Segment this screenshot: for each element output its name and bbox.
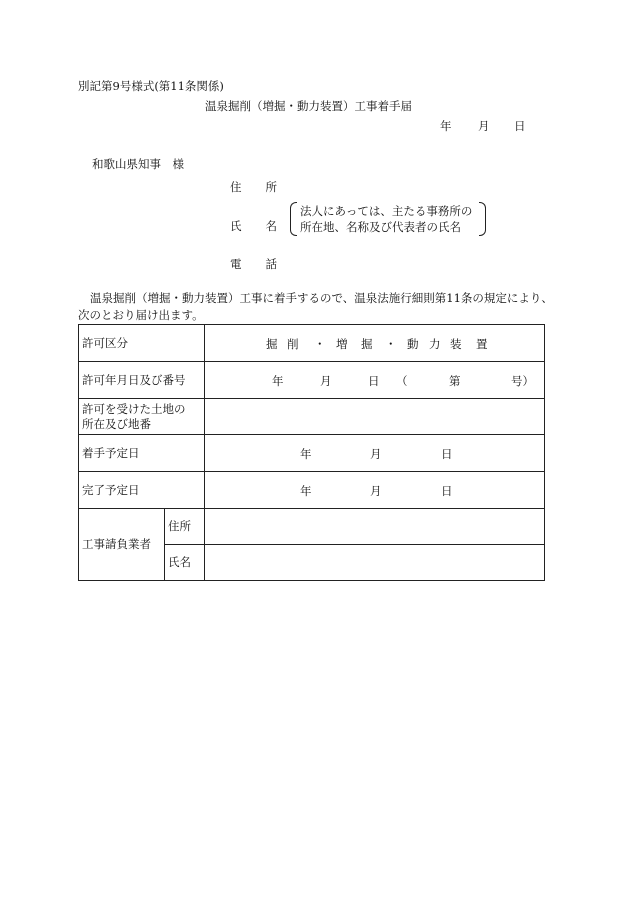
- permit-type-label: 許可区分: [79, 325, 205, 362]
- option-char: 装: [450, 337, 462, 351]
- option-separator: ・: [314, 337, 326, 351]
- day-label: 日: [441, 484, 453, 498]
- date-year-label: 年: [440, 119, 452, 133]
- month-label: 月: [320, 374, 332, 388]
- land-label-line1: 許可を受けた土地の: [82, 402, 186, 417]
- contractor-name-value[interactable]: [205, 545, 545, 581]
- option-char: 動: [407, 337, 419, 351]
- year-label: 年: [300, 484, 312, 498]
- applicant-address-label: 住 所: [230, 180, 277, 194]
- corporate-note-bracket: [290, 202, 486, 236]
- form-reference: 別記第9号様式(第11条関係): [78, 79, 224, 93]
- permit-date-parts: [208, 362, 544, 398]
- declaration-text: 温泉掘削（増掘・動力装置）工事に着手するので、温泉法施行細則第11条の規定により、次のとおり届け出ます。: [78, 291, 553, 322]
- contractor-address-label: 住所: [165, 509, 205, 545]
- document-title: 温泉掘削（増掘・動力装置）工事着手届: [205, 99, 412, 113]
- addressee: 和歌山県知事 様: [92, 157, 184, 171]
- notification-table: [78, 324, 545, 581]
- option-char: 置: [476, 337, 488, 351]
- month-label: 月: [370, 447, 382, 461]
- corporate-note-line2: 所在地、名称及び代表者の氏名: [300, 220, 461, 234]
- contractor-label: 工事請負業者: [79, 509, 165, 581]
- start-date-label: 着手予定日: [79, 435, 205, 472]
- option-separator: ・: [385, 337, 397, 351]
- number-prefix: 第: [449, 374, 461, 388]
- land-row: [79, 399, 545, 435]
- option-char: 削: [287, 337, 299, 351]
- contractor-address-row: [79, 509, 545, 545]
- permit-type-options: [208, 325, 544, 361]
- start-date-parts: [208, 435, 544, 471]
- permit-type-row: [79, 325, 545, 362]
- land-label-line2: 所在及び地番: [82, 416, 151, 431]
- option-char: 増: [336, 337, 348, 351]
- year-label: 年: [300, 447, 312, 461]
- month-label: 月: [370, 484, 382, 498]
- end-date-label: 完了予定日: [79, 472, 205, 509]
- start-date-row: [79, 435, 545, 472]
- contractor-name-label: 氏名: [165, 545, 205, 581]
- number-suffix: 号）: [511, 374, 534, 388]
- end-date-parts: [208, 472, 544, 508]
- applicant-phone-label: 電 話: [230, 257, 277, 271]
- land-value[interactable]: [205, 399, 545, 435]
- date-month-label: 月: [478, 119, 490, 133]
- permit-date-row: [79, 362, 545, 399]
- right-bracket-icon: [479, 202, 486, 236]
- applicant-name-label: 氏 名: [230, 219, 277, 233]
- open-paren: （: [396, 374, 408, 388]
- permit-type-value: [205, 325, 545, 362]
- end-date-value[interactable]: [205, 472, 545, 509]
- end-date-row: [79, 472, 545, 509]
- day-label: 日: [441, 447, 453, 461]
- permit-date-label: 許可年月日及び番号: [79, 362, 205, 399]
- corporate-note-line1: 法人にあっては、主たる事務所の: [300, 204, 473, 218]
- left-bracket-icon: [290, 202, 297, 236]
- land-label: [79, 399, 205, 435]
- year-label: 年: [272, 374, 284, 388]
- option-char: 掘: [361, 337, 373, 351]
- date-day-label: 日: [514, 119, 526, 133]
- permit-date-value[interactable]: [205, 362, 545, 399]
- day-label: 日: [368, 374, 380, 388]
- contractor-address-value[interactable]: [205, 509, 545, 545]
- option-char: 力: [429, 337, 441, 351]
- option-char: 掘: [266, 337, 278, 351]
- start-date-value[interactable]: [205, 435, 545, 472]
